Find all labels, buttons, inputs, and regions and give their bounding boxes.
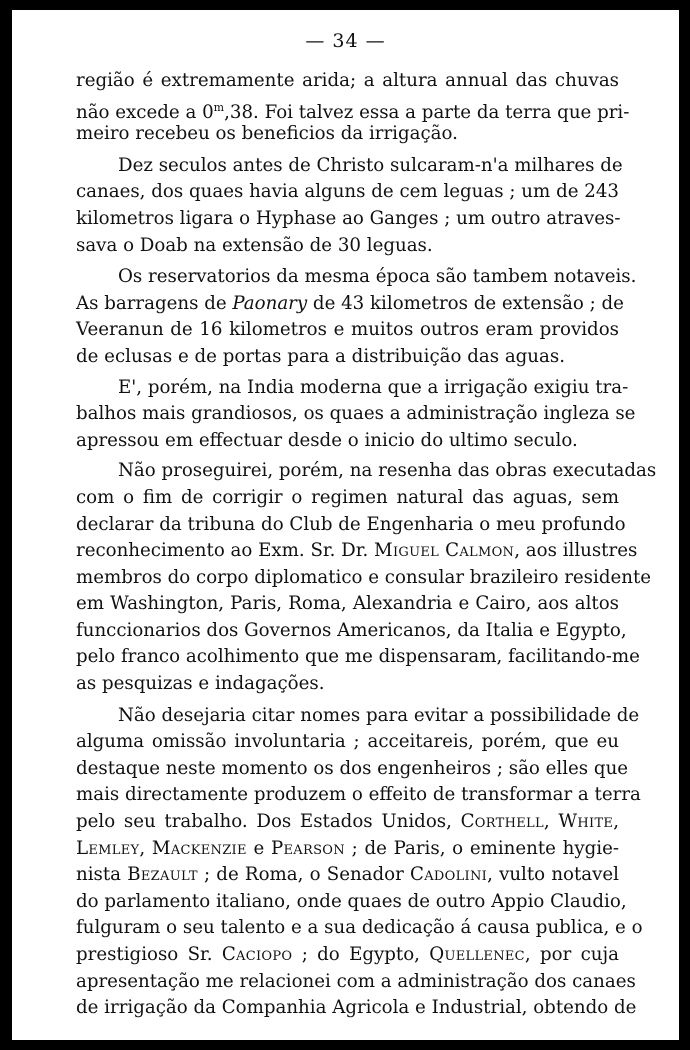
text-span: nista: [76, 864, 128, 886]
text-line: de irrigação da Companhia Agricola e Industrial, obtendo de: [76, 997, 637, 1019]
text-line: de eclusas e de portas para a distribuição das aguas.: [76, 345, 565, 367]
paragraph-2: [76, 153, 623, 259]
text-line: mais directamente produzem o effeito de transformar a terra: [76, 784, 641, 806]
text-line: região é extremamente arida; a altura annual das chuvas: [76, 70, 619, 91]
text-span: prestigioso Sr.: [76, 944, 222, 965]
text-line: canaes, dos quaes havia alguns de cem leguas ; um de 243: [76, 181, 619, 203]
text-span: ,: [139, 837, 152, 859]
text-line: [76, 95, 630, 123]
text-span: , vulto notavel: [487, 864, 619, 886]
text-line: declarar da tribuna do Club de Engenharia o meu profundo: [76, 513, 626, 535]
text-span: As barragens de: [76, 292, 233, 314]
body-text: [76, 68, 657, 1022]
text-span: não excede a 0: [76, 101, 214, 123]
text-span: e: [246, 837, 271, 859]
place-name: Paonary: [232, 292, 308, 314]
text-line: [76, 809, 619, 836]
text-line: [76, 538, 638, 565]
paragraph-4: [76, 375, 636, 455]
text-line: destaque neste momento os dos engenheiros ; são elles que: [76, 757, 629, 779]
person-name: White: [558, 811, 614, 833]
person-name: Lemley: [76, 837, 140, 859]
person-name: Cadolini: [410, 864, 488, 886]
text-span: ,38. Foi talvez essa a parte da terra que pri-: [224, 101, 630, 123]
text-line: Dez seculos antes de Christo sulcaram-n'a milhares de: [118, 154, 623, 176]
text-line: alguma omissão involuntaria ; acceitareis, porém, que eu: [76, 731, 619, 753]
page-number: — 34 —: [305, 30, 386, 52]
text-line: em Washington, Paris, Roma, Alexandria e Cairo, aos altos: [76, 593, 619, 615]
text-span: , aos illustres: [514, 540, 638, 562]
text-line: pelo franco acolhimento que me dispensaram, facilitando-me: [76, 646, 640, 668]
text-line: balhos mais grandiosos, os quaes a administração ingleza se: [76, 403, 636, 425]
text-span: ; do Egypto,: [292, 944, 430, 965]
paragraph-3: [76, 264, 637, 370]
text-line: E', porém, na India moderna que a irrigação exigiu tra-: [118, 376, 629, 398]
text-line: meiro recebeu os beneficios da irrigação.: [76, 123, 458, 145]
text-span: ,: [613, 811, 619, 833]
person-name: Pearson: [270, 837, 345, 859]
text-line: com o fim de corrigir o regimen natural das aguas, sem: [76, 486, 619, 508]
person-name: Quellenec: [429, 944, 525, 965]
person-name: Corthell: [460, 811, 544, 833]
person-name: Caciopo: [221, 944, 293, 965]
text-line: [76, 942, 619, 969]
paragraph-5: [76, 458, 657, 697]
person-name: Bezault: [127, 864, 198, 886]
text-line: sava o Doab na extensão de 30 leguas.: [76, 234, 433, 256]
text-line: [76, 836, 619, 863]
text-line: [76, 862, 619, 889]
text-line: do parlamento italiano, onde quaes de outro Appio Claudio,: [76, 890, 627, 912]
text-span: pelo seu trabalho. Dos Estados Unidos,: [76, 811, 461, 833]
text-line: as pesquizas e indagações.: [76, 673, 325, 695]
superscript: m: [213, 100, 225, 114]
text-line: kilometros ligara o Hyphase ao Ganges ; um outro atraves-: [76, 207, 621, 229]
text-line: membros do corpo diplomatico e consular brazileiro residente: [76, 566, 652, 588]
text-line: Veeranun de 16 kilometros e muitos outros eram providos: [76, 319, 619, 341]
text-span: , por cuja: [524, 944, 619, 965]
text-line: Os reservatorios da mesma época são tambem notaveis.: [118, 266, 637, 288]
paragraph-1: [76, 68, 630, 148]
text-span: reconhecimento ao Exm. Sr. Dr.: [76, 540, 375, 562]
text-line: [76, 291, 624, 318]
text-line: apressou em effectuar desde o inicio do ultimo seculo.: [76, 429, 578, 451]
text-span: ; de Roma, o Senador: [197, 864, 411, 886]
person-name: Miguel Calmon: [374, 540, 515, 562]
paragraph-6: [76, 703, 643, 1022]
text-line: Não desejaria citar nomes para evitar a possibilidade de: [118, 704, 640, 726]
text-line: apresentação me relacionei com a administração dos canaes: [76, 970, 636, 992]
text-span: ,: [543, 811, 559, 833]
person-name: Mackenzie: [151, 837, 247, 859]
text-span: de 43 kilometros de extensão ; de: [307, 292, 624, 314]
text-line: fulguram o seu talento e a sua dedicação á causa publica, e o: [76, 917, 643, 939]
document-page: [12, 10, 679, 1040]
text-line: funccionarios dos Governos Americanos, da Italia e Egypto,: [76, 619, 627, 641]
text-span: ; de Paris, o eminente hygie-: [344, 837, 619, 859]
text-line: Não proseguirei, porém, na resenha das obras executadas: [118, 460, 657, 482]
